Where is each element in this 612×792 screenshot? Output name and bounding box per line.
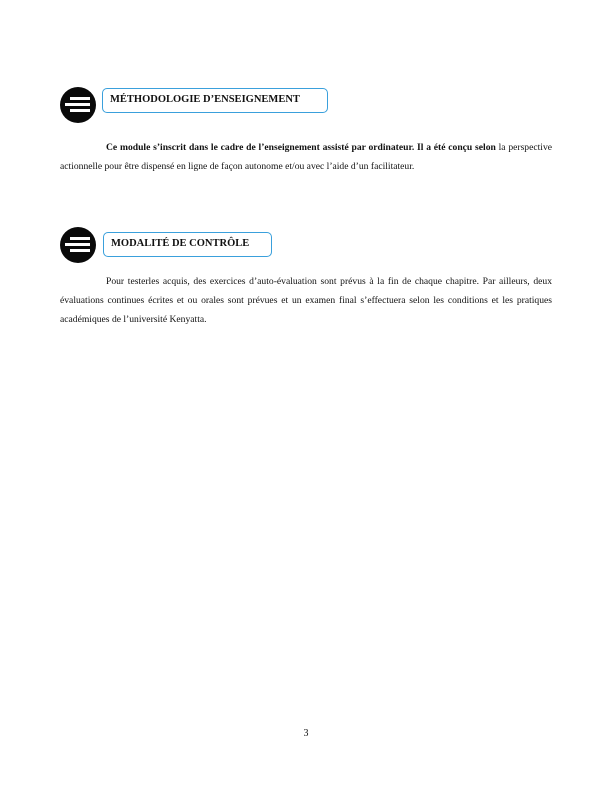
paragraph-text: Pour testerles acquis, des exercices d’auto-évaluation sont prévus à la fin de chaque chapitre. Par ailleurs, deux évaluations continues écrites et ou orales sont prévues et un examen final s’effectuera selon les conditions et les pratiques académiques de l’université Kenyatta. <box>60 276 552 325</box>
page-number: 3 <box>303 728 309 739</box>
paragraph-text: la perspective actionnelle pour être dispensé en ligne de façon autonome et/ou avec l’aide d’un facilitateur. <box>60 142 552 172</box>
section-heading: MÉTHODOLOGIE D’ENSEIGNEMENT <box>102 88 328 113</box>
section-heading: MODALITÉ DE CONTRÔLE <box>103 232 272 257</box>
section-paragraph <box>60 272 552 329</box>
list-icon <box>60 87 96 123</box>
section-paragraph <box>60 138 552 176</box>
list-icon <box>60 227 96 263</box>
bold-text: Ce module s’inscrit dans le cadre de l’enseignement assisté par ordinateur. Il a été conçu selon <box>106 142 496 153</box>
